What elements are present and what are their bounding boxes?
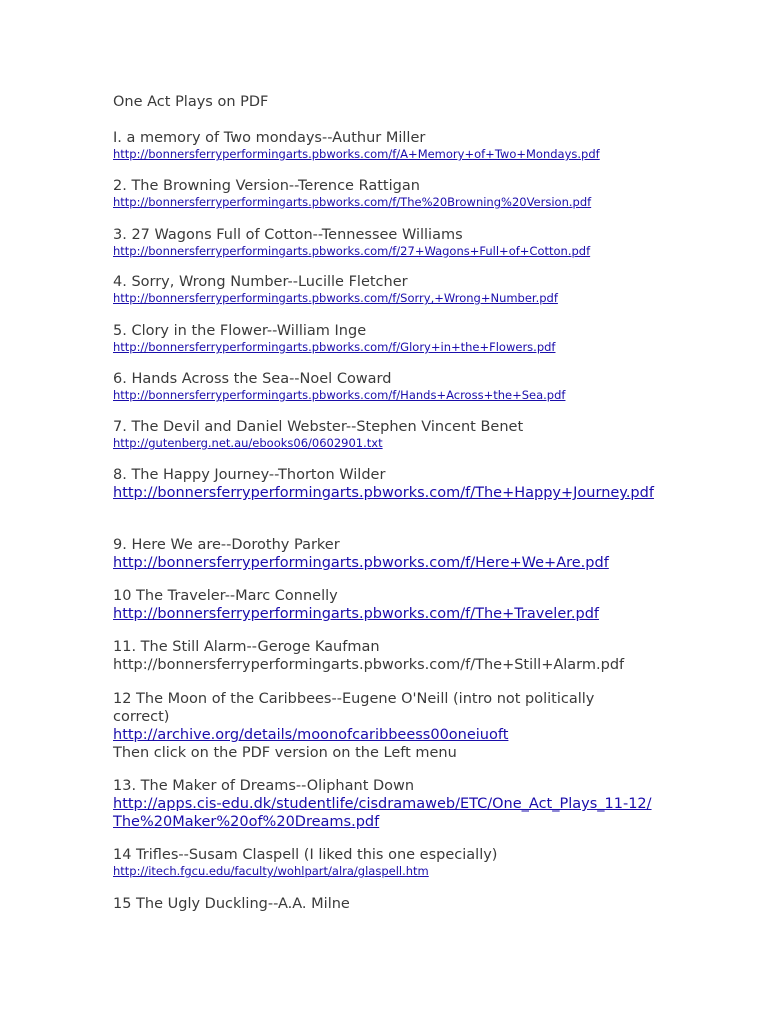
play-link[interactable]: http://archive.org/details/moonofcaribbeess00oneiuoft <box>113 727 509 743</box>
play-link[interactable]: http://bonnersferryperformingarts.pbworks.com/f/Hands+Across+the+Sea.pdf <box>113 388 566 402</box>
play-link[interactable]: http://bonnersferryperformingarts.pbworks.com/f/The%20Browning%20Version.pdf <box>113 195 592 209</box>
play-entry <box>113 226 673 258</box>
document-title: One Act Plays on PDF <box>113 94 269 110</box>
play-entry <box>113 177 673 209</box>
play-entry <box>113 273 673 305</box>
play-link[interactable]: http://bonnersferryperformingarts.pbworks.com/f/Glory+in+the+Flowers.pdf <box>113 340 556 354</box>
play-link[interactable]: http://gutenberg.net.au/ebooks06/0602901.txt <box>113 436 383 450</box>
play-entry <box>113 895 673 913</box>
play-title: I. a memory of Two mondays--Authur Miller <box>113 130 426 146</box>
play-entry <box>113 587 673 623</box>
play-title: 14 Trifles--Susam Claspell (I liked this one especially) <box>113 847 498 863</box>
play-link[interactable]: http://bonnersferryperformingarts.pbworks.com/f/Sorry,+Wrong+Number.pdf <box>113 291 558 305</box>
play-entry <box>113 129 673 161</box>
play-title: 6. Hands Across the Sea--Noel Coward <box>113 371 392 387</box>
play-link[interactable]: http://bonnersferryperformingarts.pbworks.com/f/The+Traveler.pdf <box>113 606 599 622</box>
play-title: 3. 27 Wagons Full of Cotton--Tennessee Williams <box>113 227 463 243</box>
play-title: 13. The Maker of Dreams--Oliphant Down <box>113 778 415 794</box>
play-title: 5. Clory in the Flower--William Inge <box>113 323 367 339</box>
play-note: Then click on the PDF version on the Left menu <box>113 745 457 761</box>
play-title: 2. The Browning Version--Terence Rattigan <box>113 178 420 194</box>
play-title: 7. The Devil and Daniel Webster--Stephen Vincent Benet <box>113 419 524 435</box>
play-link[interactable]: http://bonnersferryperformingarts.pbworks.com/f/27+Wagons+Full+of+Cotton.pdf <box>113 244 591 258</box>
play-title: 4. Sorry, Wrong Number--Lucille Fletcher <box>113 274 408 290</box>
play-link[interactable]: http://bonnersferryperformingarts.pbworks.com/f/Here+We+Are.pdf <box>113 555 609 571</box>
play-link[interactable]: http://bonnersferryperformingarts.pbworks.com/f/The+Happy+Journey.pdf <box>113 485 654 501</box>
play-entry <box>113 536 673 572</box>
play-title: 11. The Still Alarm--Geroge Kaufman <box>113 639 380 655</box>
play-entry <box>113 466 673 502</box>
play-entry <box>113 690 673 762</box>
play-title: 8. The Happy Journey--Thorton Wilder <box>113 467 386 483</box>
play-entry <box>113 370 673 402</box>
play-entry <box>113 418 673 450</box>
play-link[interactable]: http://apps.cis-edu.dk/studentlife/cisdramaweb/ETC/One_Act_Plays_11-12/The%20Maker%20of%20Dreams.pdf <box>113 796 652 830</box>
play-link[interactable]: http://bonnersferryperformingarts.pbworks.com/f/A+Memory+of+Two+Mondays.pdf <box>113 147 600 161</box>
play-entry <box>113 777 673 831</box>
play-title: 10 The Traveler--Marc Connelly <box>113 588 338 604</box>
play-entry <box>113 846 673 878</box>
play-title: 15 The Ugly Duckling--A.A. Milne <box>113 896 350 912</box>
play-title: 9. Here We are--Dorothy Parker <box>113 537 340 553</box>
play-entry <box>113 638 673 674</box>
play-url-text: http://bonnersferryperformingarts.pbworks.com/f/The+Still+Alarm.pdf <box>113 657 625 673</box>
play-link[interactable]: http://itech.fgcu.edu/faculty/wohlpart/alra/glaspell.htm <box>113 864 429 878</box>
play-entry <box>113 322 673 354</box>
play-title: 12 The Moon of the Caribbees--Eugene O'Neill (intro not politically correct) <box>113 691 595 725</box>
